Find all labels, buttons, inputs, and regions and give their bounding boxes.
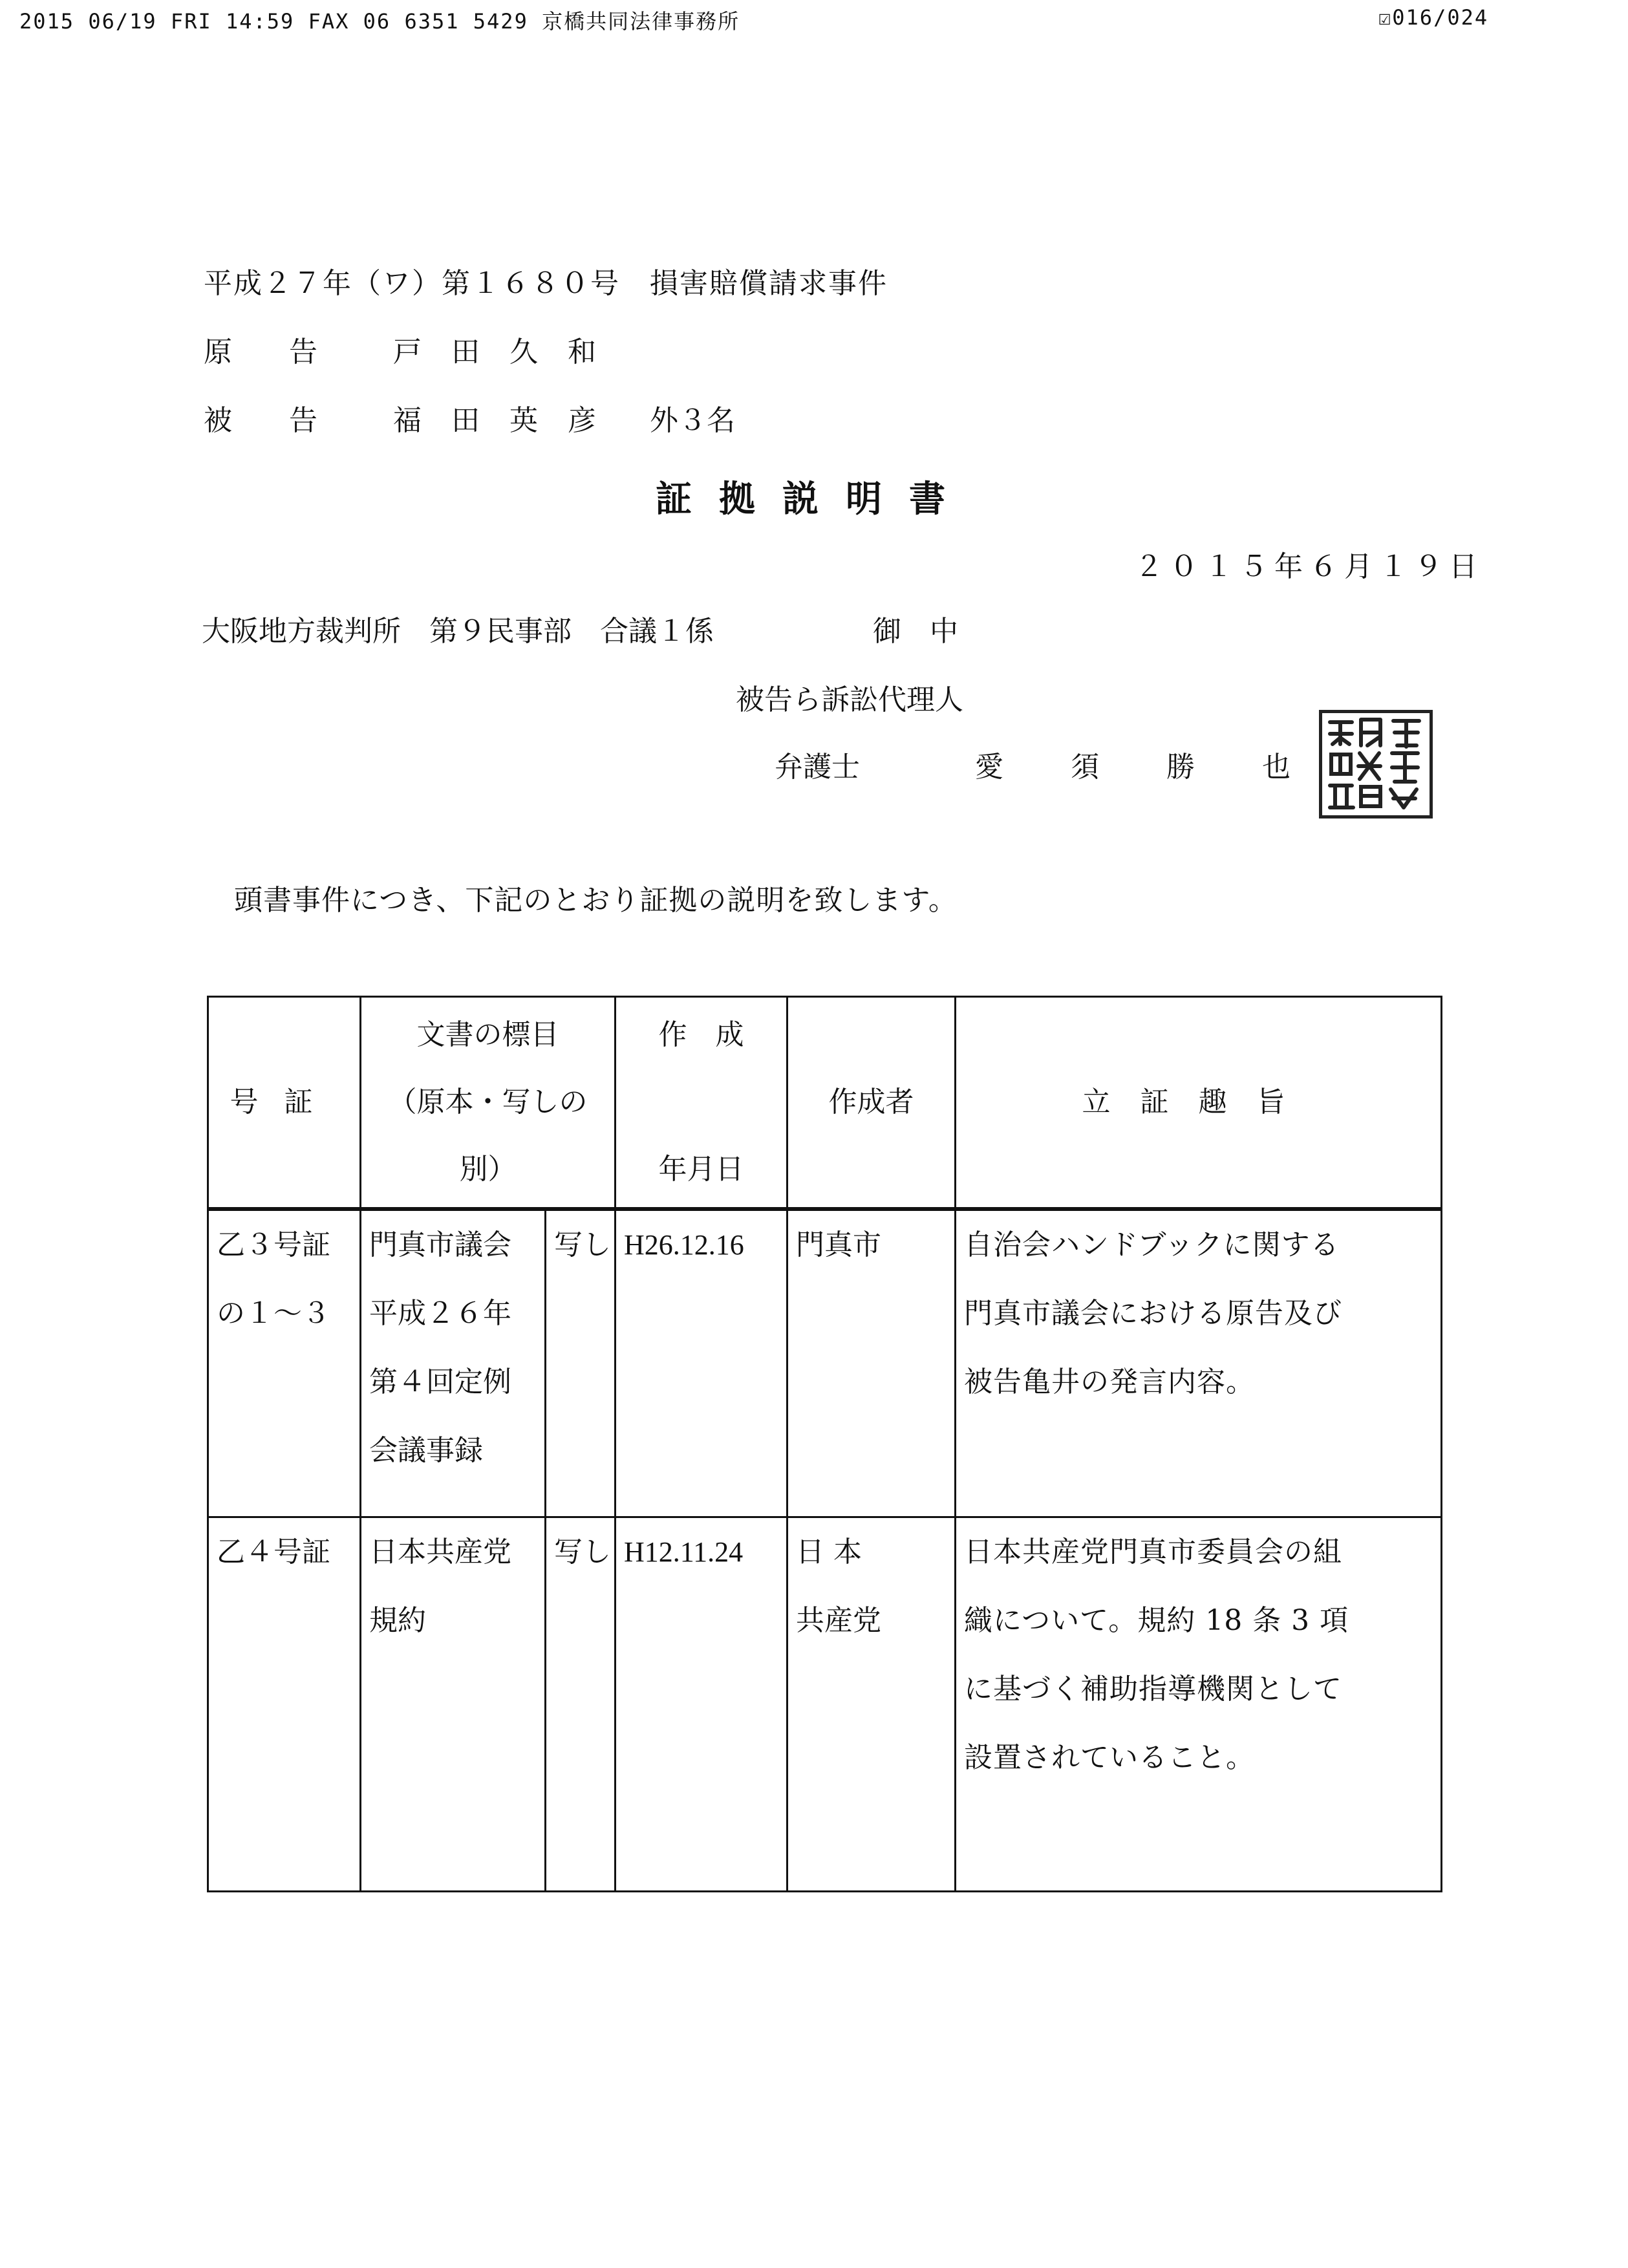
author-line: 門真市 bbox=[796, 1228, 881, 1261]
header-evidence-number bbox=[208, 997, 361, 1210]
case-number: 平成２７年（ワ）第１６８０号 損害賠償請求事件 bbox=[204, 267, 888, 300]
document-kind-cell bbox=[546, 1209, 616, 1517]
author-cell bbox=[787, 1517, 956, 1892]
creation-date-cell bbox=[616, 1517, 787, 1892]
agent-label: 被告ら訴訟代理人 bbox=[736, 683, 963, 716]
document-kind-text: 写し bbox=[554, 1535, 611, 1568]
creation-date-cell bbox=[616, 1209, 787, 1517]
purpose-line: 被告亀井の発言内容。 bbox=[964, 1365, 1255, 1398]
fax-header-line: 2015 06/19 FRI 14:59 FAX 06 6351 5429 京橋共同法律事務所 bbox=[19, 9, 740, 34]
purpose-cell bbox=[956, 1209, 1442, 1517]
document-title-line: 規約 bbox=[369, 1604, 426, 1637]
table-row bbox=[208, 1517, 1442, 1892]
header-doc-title-line: 別） bbox=[459, 1153, 517, 1186]
document-title-line: 門真市議会 bbox=[369, 1228, 511, 1261]
evidence-number-line: の１～３ bbox=[217, 1297, 330, 1330]
header-purpose-text: 立証趣旨 bbox=[1082, 1086, 1315, 1118]
plaintiff-name: 戸田久和 bbox=[393, 336, 626, 369]
evidence-number-line: 乙４号証 bbox=[217, 1535, 330, 1568]
document-kind-text: 写し bbox=[554, 1228, 611, 1261]
header-creation-date bbox=[616, 997, 787, 1210]
purpose-line: に基づく補助指導機関として bbox=[964, 1673, 1342, 1706]
header-doc-title-line: （原本・写しの bbox=[388, 1086, 588, 1118]
court-honorific: 御中 bbox=[873, 615, 987, 648]
document-title-cell bbox=[361, 1209, 546, 1517]
evidence-number-cell bbox=[208, 1209, 361, 1517]
creation-date-text: H26.12.16 bbox=[624, 1229, 744, 1261]
purpose-line: 織について。規約 18 条 3 項 bbox=[964, 1604, 1349, 1637]
defendant-label: 被 告 bbox=[204, 404, 317, 437]
purpose-line: 設置されていること。 bbox=[964, 1741, 1255, 1774]
evidence-table bbox=[207, 996, 1442, 1892]
header-purpose bbox=[956, 997, 1442, 1210]
purpose-line: 自治会ハンドブックに関する bbox=[964, 1228, 1340, 1261]
document-title-line: 第４回定例 bbox=[369, 1365, 511, 1398]
document-title-line: 会議事録 bbox=[369, 1434, 483, 1467]
table-row bbox=[208, 1209, 1442, 1517]
creation-date-text: H12.11.24 bbox=[624, 1536, 744, 1568]
document-kind-cell bbox=[546, 1517, 616, 1892]
author-line: 日 本 bbox=[796, 1535, 862, 1568]
seal-glyphs-icon bbox=[1322, 713, 1430, 815]
header-document-title bbox=[361, 997, 616, 1210]
evidence-number-cell bbox=[208, 1517, 361, 1892]
header-author bbox=[787, 997, 956, 1210]
document-date: ２０１５年６月１９日 bbox=[1135, 550, 1484, 583]
lawyer-seal-stamp bbox=[1319, 710, 1433, 818]
header-doc-title-line: 文書の標目 bbox=[416, 1018, 559, 1051]
header-date-line: 作 成 bbox=[658, 1018, 744, 1051]
fax-page-number: ☑016/024 bbox=[1378, 5, 1489, 30]
document-title: 証拠説明書 bbox=[656, 478, 972, 520]
plaintiff-label: 原 告 bbox=[204, 336, 317, 369]
purpose-line: 門真市議会における原告及び bbox=[964, 1297, 1342, 1330]
author-line: 共産党 bbox=[796, 1604, 881, 1637]
header-date-line bbox=[624, 1069, 778, 1136]
header-number-text: 号証 bbox=[230, 1086, 339, 1118]
purpose-cell bbox=[956, 1517, 1442, 1892]
lawyer-name: 愛須勝也 bbox=[975, 751, 1358, 784]
intro-sentence: 頭書事件につき、下記のとおり証拠の説明を致します。 bbox=[234, 884, 958, 917]
document-title-line: 日本共産党 bbox=[369, 1535, 511, 1568]
table-header-row bbox=[208, 997, 1442, 1210]
header-author-text: 作成者 bbox=[828, 1086, 914, 1118]
defendant-name: 福田英彦 bbox=[393, 404, 626, 437]
lawyer-title: 弁護士 bbox=[775, 751, 860, 784]
defendant-suffix: 外３名 bbox=[650, 404, 735, 437]
author-cell bbox=[787, 1209, 956, 1517]
document-title-line: 平成２６年 bbox=[369, 1297, 511, 1330]
header-date-line: 年月日 bbox=[658, 1153, 744, 1186]
document-title-cell bbox=[361, 1517, 546, 1892]
purpose-line: 日本共産党門真市委員会の組 bbox=[964, 1535, 1342, 1568]
evidence-number-line: 乙３号証 bbox=[217, 1228, 330, 1261]
court-name: 大阪地方裁判所 第９民事部 合議１係 bbox=[202, 615, 714, 648]
